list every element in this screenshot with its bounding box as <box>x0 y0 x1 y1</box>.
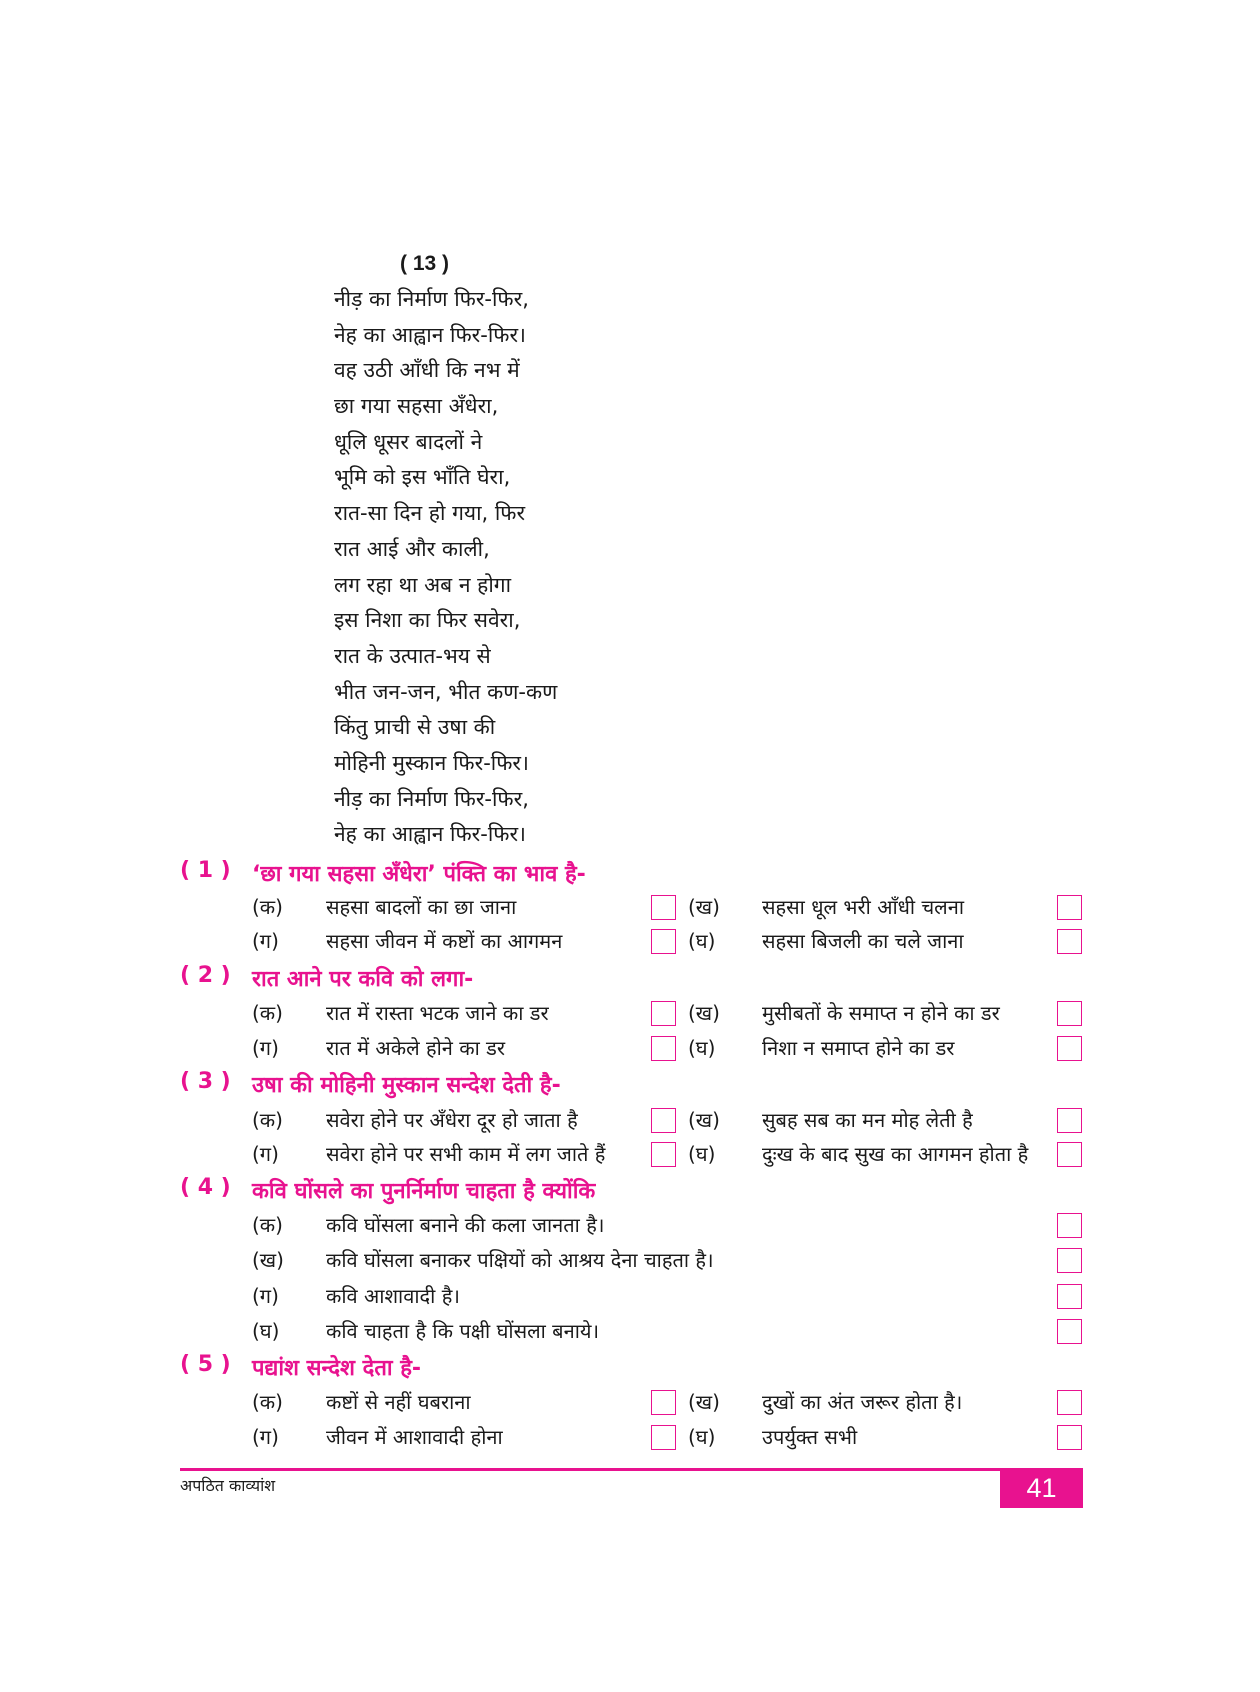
answer-checkbox[interactable] <box>651 929 676 954</box>
poem-line: धूलि धूसर बादलों ने <box>334 429 483 454</box>
option-text: रात में रास्ता भटक जाने का डर <box>326 1001 549 1025</box>
answer-checkbox[interactable] <box>1057 1108 1082 1133</box>
option-text: सवेरा होने पर अँधेरा दूर हो जाता है <box>326 1108 578 1132</box>
poem-line: इस निशा का फिर सवेरा, <box>334 608 521 633</box>
option-label: (ख) <box>688 1390 720 1414</box>
option-label: (क) <box>252 1001 283 1025</box>
option-label: (क) <box>252 1213 283 1237</box>
option-text: सवेरा होने पर सभी काम में लग जाते हैं <box>326 1142 606 1166</box>
poem-line: नेह का आह्वान फिर-फिर। <box>334 822 527 847</box>
option-text: रात में अकेले होने का डर <box>326 1036 506 1060</box>
poem-number: ( 13 ) <box>400 252 450 275</box>
poem-line: रात आई और काली, <box>334 536 490 561</box>
option-label: (ग) <box>252 1036 279 1060</box>
answer-checkbox[interactable] <box>1057 1425 1082 1450</box>
option-text: कवि घोंसला बनाने की कला जानता है। <box>326 1213 605 1237</box>
answer-checkbox[interactable] <box>651 1425 676 1450</box>
answer-checkbox[interactable] <box>1057 1390 1082 1415</box>
option-label: (ग) <box>252 929 279 953</box>
option-label: (क) <box>252 1390 283 1414</box>
option-text: दुखों का अंत जरूर होता है। <box>762 1390 963 1414</box>
option-label: (ग) <box>252 1425 279 1449</box>
answer-checkbox[interactable] <box>651 1142 676 1167</box>
option-text: निशा न समाप्त होने का डर <box>762 1036 955 1060</box>
poem-line: मोहिनी मुस्कान फिर-फिर। <box>334 750 529 775</box>
answer-checkbox[interactable] <box>1057 929 1082 954</box>
option-text: सुबह सब का मन मोह लेती है <box>762 1108 973 1132</box>
option-label: (ग) <box>252 1142 279 1166</box>
option-text: सहसा बादलों का छा जाना <box>326 895 517 919</box>
poem-line: लग रहा था अब न होगा <box>334 572 512 597</box>
option-text: कवि चाहता है कि पक्षी घोंसला बनाये। <box>326 1319 600 1343</box>
option-text: सहसा जीवन में कष्टों का आगमन <box>326 929 563 953</box>
option-text: दुःख के बाद सुख का आगमन होता है <box>762 1142 1029 1166</box>
answer-checkbox[interactable] <box>651 1001 676 1026</box>
option-label: (क) <box>252 1108 283 1132</box>
question-text: ‘छा गया सहसा अँधेरा’ पंक्ति का भाव है- <box>252 862 586 887</box>
question-number: ( 1 ) <box>180 858 231 883</box>
poem-line: रात-सा दिन हो गया, फिर <box>334 501 526 526</box>
option-text: सहसा धूल भरी आँधी चलना <box>762 895 965 919</box>
poem-line: रात के उत्पात-भय से <box>334 643 491 668</box>
answer-checkbox[interactable] <box>1057 1142 1082 1167</box>
question-number: ( 2 ) <box>180 963 231 988</box>
question-number: ( 3 ) <box>180 1069 231 1094</box>
footer-section-title: अपठित काव्यांश <box>180 1476 276 1495</box>
poem-line: नीड़ का निर्माण फिर-फिर, <box>334 786 529 811</box>
option-label: (ख) <box>688 895 720 919</box>
answer-checkbox[interactable] <box>1057 1284 1082 1309</box>
option-label: (घ) <box>688 1036 716 1060</box>
question-number: ( 5 ) <box>180 1352 231 1377</box>
option-label: (ग) <box>252 1284 279 1308</box>
poem-line: वह उठी आँधी कि नभ में <box>334 358 520 383</box>
page-number: 41 <box>1000 1468 1083 1508</box>
option-label: (क) <box>252 895 283 919</box>
answer-checkbox[interactable] <box>1057 895 1082 920</box>
option-label: (घ) <box>252 1319 280 1343</box>
poem-line: छा गया सहसा अँधेरा, <box>334 394 499 419</box>
poem-line: भूमि को इस भाँति घेरा, <box>334 465 511 490</box>
option-label: (ख) <box>688 1108 720 1132</box>
option-text: कवि आशावादी है। <box>326 1284 460 1308</box>
answer-checkbox[interactable] <box>1057 1319 1082 1344</box>
poem <box>334 282 557 853</box>
option-text: कष्टों से नहीं घबराना <box>326 1390 471 1414</box>
poem-line: नीड़ का निर्माण फिर-फिर, <box>334 287 529 311</box>
poem-line: नेह का आह्वान फिर-फिर। <box>334 322 527 347</box>
answer-checkbox[interactable] <box>651 1108 676 1133</box>
option-label: (ख) <box>688 1001 720 1025</box>
option-text: उपर्युक्त सभी <box>762 1425 858 1449</box>
answer-checkbox[interactable] <box>1057 1248 1082 1273</box>
option-label: (ख) <box>252 1248 284 1272</box>
question-text: उषा की मोहिनी मुस्कान सन्देश देती है- <box>252 1073 561 1098</box>
poem-line: भीत जन-जन, भीत कण-कण <box>334 679 558 704</box>
option-text: मुसीबतों के समाप्त न होने का डर <box>762 1001 1000 1025</box>
option-text: जीवन में आशावादी होना <box>326 1425 503 1449</box>
footer-divider <box>180 1468 1083 1471</box>
question-text: पद्यांश सन्देश देता है- <box>252 1356 422 1381</box>
answer-checkbox[interactable] <box>651 895 676 920</box>
option-label: (घ) <box>688 1142 716 1166</box>
question-text: रात आने पर कवि को लगा- <box>252 967 474 992</box>
answer-checkbox[interactable] <box>1057 1213 1082 1238</box>
poem-line: किंतु प्राची से उषा की <box>334 715 496 740</box>
answer-checkbox[interactable] <box>1057 1036 1082 1061</box>
answer-checkbox[interactable] <box>1057 1001 1082 1026</box>
option-label: (घ) <box>688 1425 716 1449</box>
question-number: ( 4 ) <box>180 1175 231 1200</box>
question-text: कवि घोंसले का पुनर्निर्माण चाहता है क्योंकि <box>252 1179 596 1204</box>
option-text: कवि घोंसला बनाकर पक्षियों को आश्रय देना चाहता है। <box>326 1248 714 1272</box>
option-text: सहसा बिजली का चले जाना <box>762 929 964 953</box>
answer-checkbox[interactable] <box>651 1036 676 1061</box>
answer-checkbox[interactable] <box>651 1390 676 1415</box>
option-label: (घ) <box>688 929 716 953</box>
